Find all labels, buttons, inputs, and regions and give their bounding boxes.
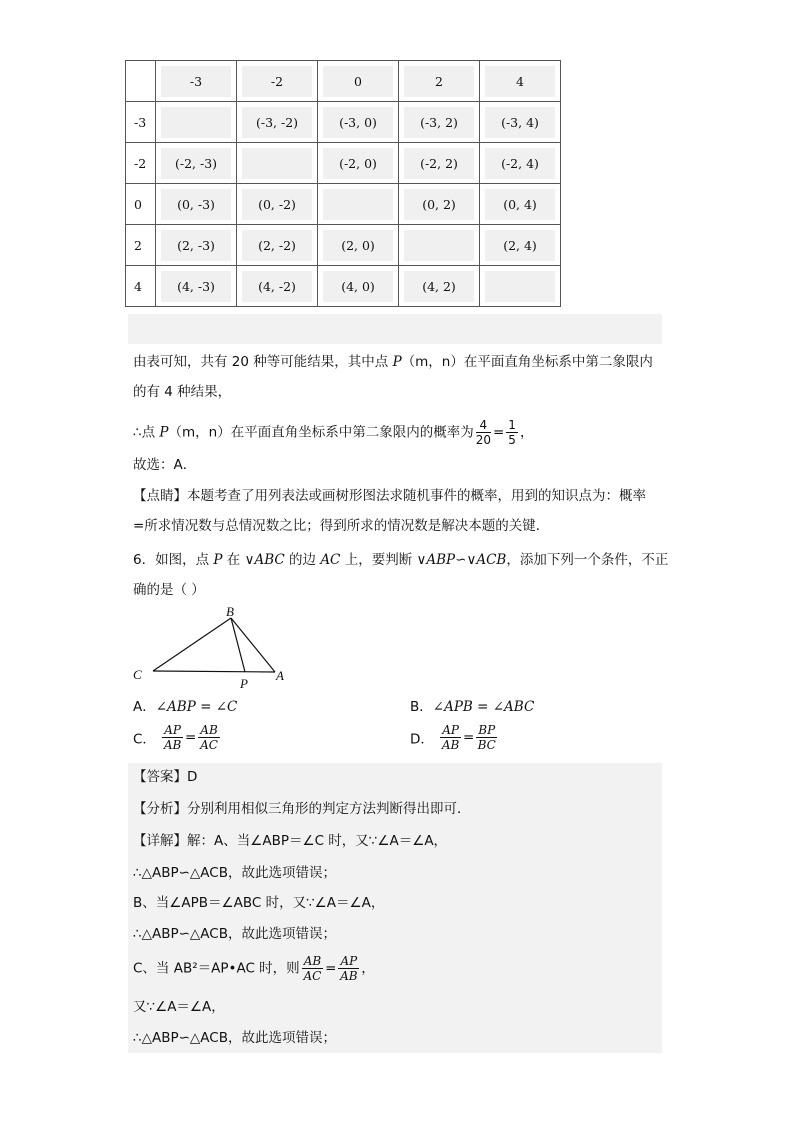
cell-text: (-2, -3) [161, 148, 231, 179]
table-cell [480, 143, 561, 184]
cell-text: (4, 2) [404, 271, 474, 302]
label-P: P [240, 676, 248, 691]
cell-text: 0 [323, 66, 393, 97]
table-cell [318, 143, 399, 184]
cell-text: (2, 0) [323, 230, 393, 261]
table-row [126, 184, 561, 225]
row-header-cell [126, 184, 156, 225]
cell-text: (2, 4) [485, 230, 555, 261]
table-cell [399, 102, 480, 143]
table-cell [237, 143, 318, 184]
side-CA [153, 671, 275, 672]
table-cell [237, 61, 318, 102]
option-b: B．∠APB = ∠ABC [410, 699, 535, 715]
table-cell [156, 102, 237, 143]
cell-text [242, 148, 312, 179]
side-CB [153, 618, 231, 671]
cell-text: (2, -3) [161, 230, 231, 261]
cell-text: (-3, -2) [242, 107, 312, 138]
table-cell [480, 184, 561, 225]
table-cell [399, 61, 480, 102]
table-row [126, 143, 561, 184]
cell-text: (-3, 0) [323, 107, 393, 138]
cell-text: (0, -2) [242, 189, 312, 220]
cell-text: 2 [404, 66, 474, 97]
cell-text: 2 [134, 237, 142, 253]
cell-text: (4, -2) [242, 271, 312, 302]
detail-line-3: B、当∠APB＝∠ABC 时，又∵∠A＝∠A， [133, 895, 385, 911]
table-cell [237, 102, 318, 143]
row-header-cell [126, 225, 156, 266]
table-cell [399, 143, 480, 184]
probability-line: ∴点 P（m，n）在平面直角坐标系中第二象限内的概率为 $\frac{4}{20}$ = $\frac{1}{5}$ ， [133, 418, 534, 447]
cell-text [404, 230, 474, 261]
cell-text: (-2, 0) [323, 148, 393, 179]
table-row [126, 266, 561, 307]
table-cell [318, 266, 399, 307]
cell-text: (4, 0) [323, 271, 393, 302]
question-6-line-2: 确的是（ ） [133, 582, 205, 598]
fraction-4-20: $\frac{4}{20}$ [475, 418, 491, 447]
triangle-figure [125, 600, 295, 695]
label-B: B [226, 604, 234, 619]
detail-line-7: ∴△ABP∽△ACB，故此选项错误； [133, 1030, 336, 1046]
cell-text: (-3, 2) [404, 107, 474, 138]
cell-text: 4 [485, 66, 555, 97]
table-cell [480, 225, 561, 266]
detail-line-5: C、当 AB²＝AP•AC 时，则 $\frac{AB}{AC}$ = $\frac{AP}{AB}$ ， [133, 954, 375, 983]
cell-text: (0, -3) [161, 189, 231, 220]
cell-text: -3 [134, 114, 147, 130]
detail-line-4: ∴△ABP∽△ACB，故此选项错误； [133, 926, 336, 942]
cell-text: -2 [134, 155, 147, 171]
table-cell [480, 102, 561, 143]
label-C: C [133, 667, 142, 682]
label-A: A [276, 668, 284, 683]
table-cell [156, 184, 237, 225]
table-cell [318, 61, 399, 102]
table-row [126, 225, 561, 266]
cell-text [323, 189, 393, 220]
fraction-1-5: $\frac{1}{5}$ [508, 418, 516, 447]
table-cell [237, 184, 318, 225]
cell-text [132, 66, 151, 97]
cell-text [485, 271, 555, 302]
question-6-line-1: 6．如图，点 P 在 ∨ABC 的边 AC 上，要判断 ∨ABP∽∨ACB，添加下列一个条件，不正 [133, 552, 669, 568]
cell-text: -2 [242, 66, 312, 97]
analysis-line: 【分析】分别利用相似三角形的判定方法判断得出即可． [133, 801, 471, 817]
table-cell [399, 184, 480, 225]
cell-text: 0 [134, 196, 142, 212]
table-cell [156, 225, 237, 266]
detail-line-6: 又∵∠A＝∠A， [133, 999, 225, 1015]
cell-text: (-2, 2) [404, 148, 474, 179]
table-cell [318, 102, 399, 143]
table-cell [480, 266, 561, 307]
table-cell [480, 61, 561, 102]
answer-line: 【答案】D [133, 769, 198, 785]
table-cell [318, 225, 399, 266]
cell-text: (2, -2) [242, 230, 312, 261]
cell-text: (0, 4) [485, 189, 555, 220]
note-line-2: =所求情况数与总情况数之比；得到所求的情况数是解决本题的关键． [133, 518, 550, 534]
choice-line: 故选：A． [133, 457, 197, 473]
row-header-cell [126, 102, 156, 143]
note-line-1: 【点睛】本题考查了用列表法或画树形图法求随机事件的概率，用到的知识点为：概率 [133, 488, 646, 504]
table-band [128, 314, 662, 344]
row-header-cell [126, 61, 156, 102]
cell-text: (0, 2) [404, 189, 474, 220]
cell-text: (4, -3) [161, 271, 231, 302]
table-row [126, 102, 561, 143]
table-cell [156, 143, 237, 184]
table-cell [237, 266, 318, 307]
table-cell [399, 266, 480, 307]
detail-line-1: 【详解】解：A、当∠ABP＝∠C 时，又∵∠A＝∠A， [133, 833, 448, 849]
cell-text: (-3, 4) [485, 107, 555, 138]
table-cell [318, 184, 399, 225]
option-c: C． $\frac{AP}{AB}$ = $\frac{AB}{AC}$ [133, 723, 218, 752]
table-cell [399, 225, 480, 266]
cell-text: -3 [161, 66, 231, 97]
detail-line-2: ∴△ABP∽△ACB，故此选项错误； [133, 865, 336, 881]
result-line-1: 由表可知，共有 20 种等可能结果，其中点 P（m，n）在平面直角坐标系中第二象限内 [133, 354, 653, 370]
table-header-row [126, 61, 561, 102]
cell-text: 4 [134, 278, 142, 294]
table-cell [156, 61, 237, 102]
table-cell [237, 225, 318, 266]
cell-text: (-2, 4) [485, 148, 555, 179]
result-line-2: 的有 4 种结果， [133, 384, 232, 400]
row-header-cell [126, 143, 156, 184]
cell-text [161, 107, 231, 138]
table-cell [156, 266, 237, 307]
option-a: A．∠ABP = ∠C [133, 699, 238, 715]
option-d: D． $\frac{AP}{AB}$ = $\frac{BP}{BC}$ [410, 723, 496, 752]
outcome-table [125, 60, 561, 307]
row-header-cell [126, 266, 156, 307]
